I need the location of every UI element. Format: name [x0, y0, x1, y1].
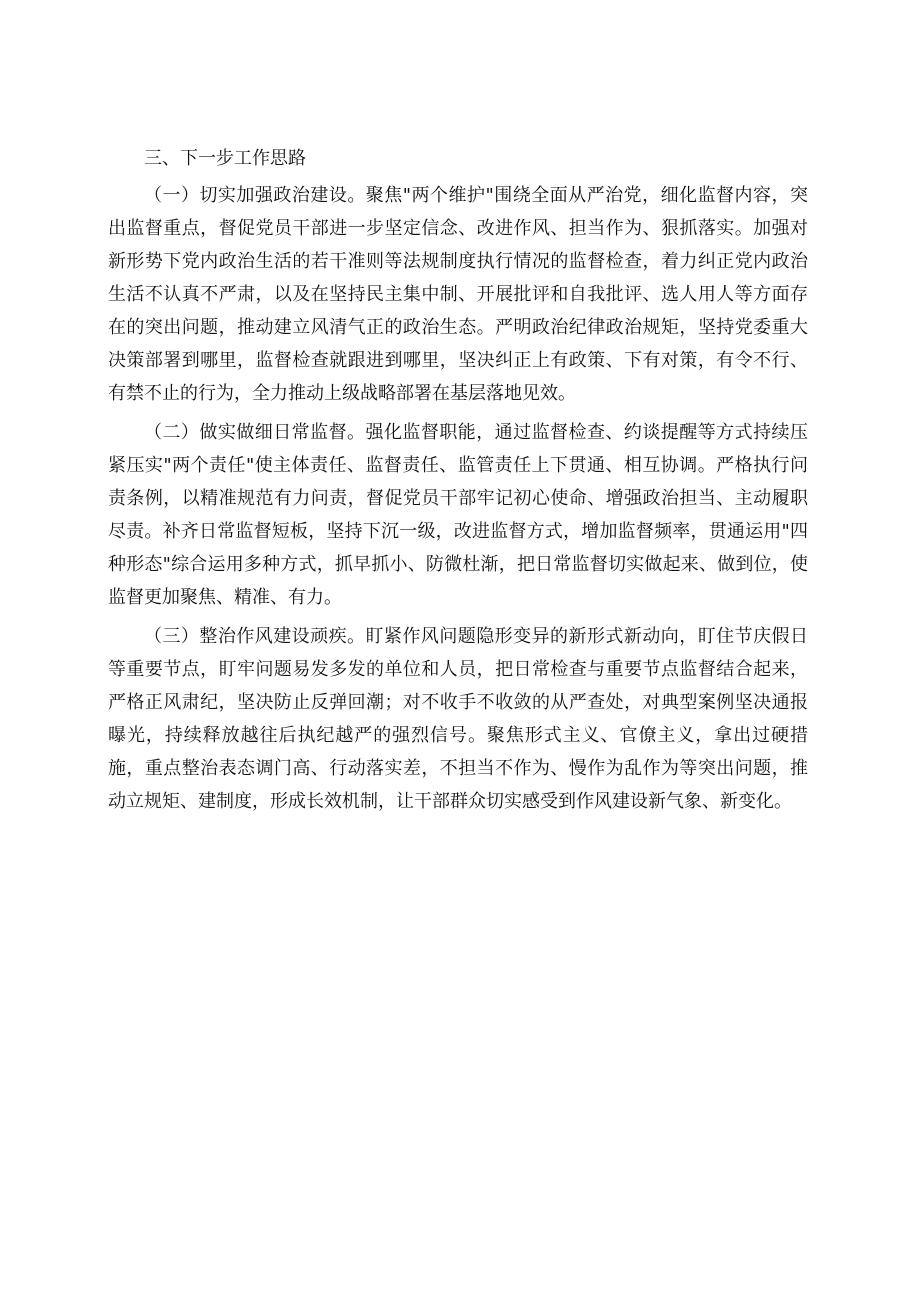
document-body [108, 142, 808, 824]
paragraph-daily-supervision: （二）做实做细日常监督。强化监督职能，通过监督检查、约谈提醒等方式持续压紧压实"两个责任"使主体责任、监督责任、监管责任上下贯通、相互协调。严格执行问责条例，以精准规范有力问责，督促党员干部牢记初心使命、增强政治担当、主动履职尽责。补齐日常监督短板，坚持下沉一级，改进监督方式，增加监督频率，贯通运用"四种形态"综合运用多种方式，抓早抓小、防微杜渐，把日常监督切实做起来、做到位，使监督更加聚焦、精准、有力。 [108, 422, 808, 608]
paragraph-work-style: （三）整治作风建设顽疾。盯紧作风问题隐形变异的新形式新动向，盯住节庆假日等重要节点，盯牢问题易发多发的单位和人员，把日常检查与重要节点监督结合起来，严格正风肃纪，坚决防止反弹回潮；对不收手不收敛的从严查处，对典型案例坚决通报曝光，持续释放越往后执纪越严的强烈信号。聚焦形式主义、官僚主义，拿出过硬措施，重点整治表态调门高、行动落实差，不担当不作为、慢作为乱作为等突出问题，推动立规矩、建制度，形成长效机制，让干部群众切实感受到作风建设新气象、新变化。 [108, 626, 808, 812]
section-heading: 三、下一步工作思路 [144, 148, 306, 169]
paragraph-political-construction: （一）切实加强政治建设。聚焦"两个维护"围绕全面从严治党，细化监督内容，突出监督重点，督促党员干部进一步坚定信念、改进作风、担当作为、狠抓落实。加强对新形势下党内政治生活的若干准则等法规制度执行情况的监督检查，着力纠正党内政治生活不认真不严肃，以及在坚持民主集中制、开展批评和自我批评、选人用人等方面存在的突出问题，推动建立风清气正的政治生态。严明政治纪律政治规矩，坚持党委重大决策部署到哪里，监督检查就跟进到哪里，坚决纠正上有政策、下有对策，有令不行、有禁不止的行为，全力推动上级战略部署在基层落地见效。 [108, 185, 808, 404]
